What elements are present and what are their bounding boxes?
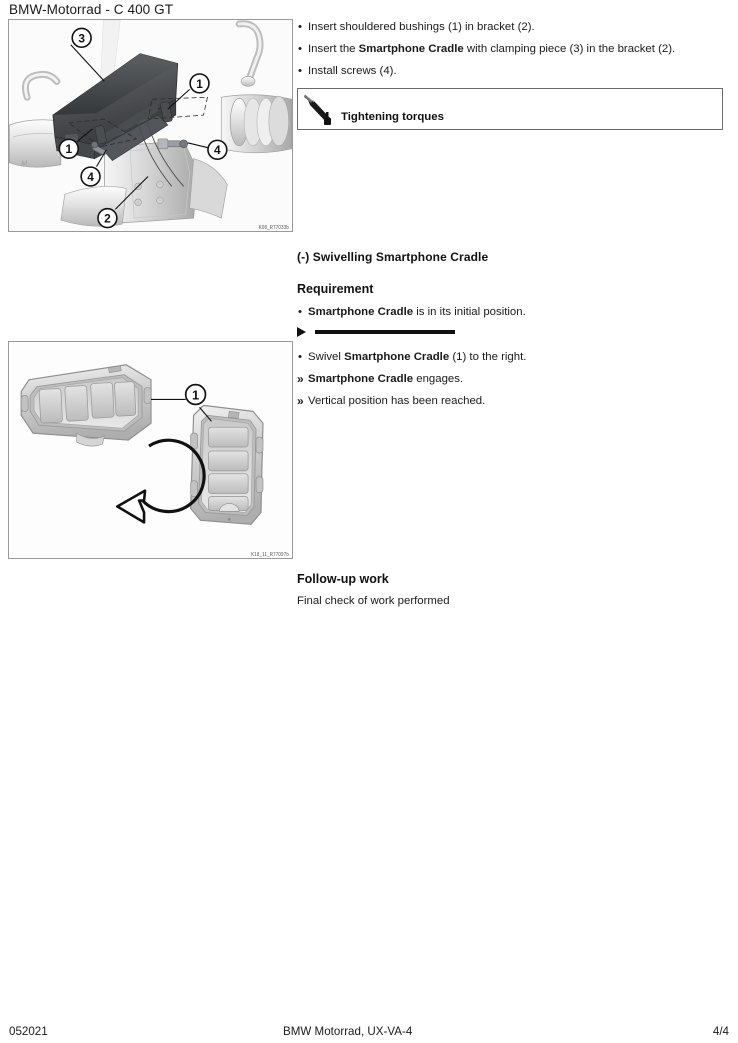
requirement-list bbox=[297, 305, 731, 320]
requirement-heading: Requirement bbox=[297, 282, 374, 296]
list-item-text: Insert shouldered bushings (1) in bracket (2). bbox=[308, 21, 535, 33]
list-item bbox=[297, 394, 731, 409]
svg-text:1: 1 bbox=[191, 387, 200, 403]
svg-text:4: 4 bbox=[214, 143, 221, 158]
figure-cradle-mounting bbox=[8, 19, 293, 232]
list-item bbox=[297, 42, 731, 57]
procedure-separator bbox=[297, 325, 731, 339]
list-item-text: Vertical position has been reached. bbox=[308, 395, 486, 407]
page-footer bbox=[0, 1025, 738, 1043]
list-item-text: (1) to the right. bbox=[449, 351, 527, 363]
followup-heading: Follow-up work bbox=[297, 572, 389, 586]
footer-page-number: 4/4 bbox=[712, 1025, 729, 1038]
swivel-steps-block bbox=[297, 350, 731, 416]
figure-cradle-mounting-illustration bbox=[9, 20, 292, 231]
bullet-icon: • bbox=[298, 351, 302, 363]
list-item-text: Smartphone Cradle bbox=[308, 306, 414, 318]
tightening-torques-label: Tightening torques bbox=[341, 111, 444, 123]
svg-text:3: 3 bbox=[78, 31, 85, 46]
svg-text:4: 4 bbox=[87, 169, 94, 184]
bullet-icon: • bbox=[298, 21, 302, 33]
figure-cradle-swivel bbox=[8, 341, 293, 559]
svg-text:1: 1 bbox=[65, 142, 73, 157]
footer-center-text: BMW Motorrad, UX-VA-4 bbox=[283, 1025, 413, 1038]
list-item bbox=[297, 305, 731, 320]
list-item bbox=[297, 372, 731, 387]
swivel-section-title: (-) Swivelling Smartphone Cradle bbox=[297, 250, 489, 264]
footer-date-code: 052021 bbox=[9, 1025, 48, 1038]
list-item bbox=[297, 20, 731, 35]
list-item-text: is in its initial position. bbox=[413, 306, 526, 318]
svg-text:M: M bbox=[21, 160, 28, 168]
figure-mounting-caption: K08_R77033b bbox=[258, 224, 289, 230]
double-arrow-icon: » bbox=[297, 393, 304, 408]
list-item-text: Smartphone Cradle bbox=[358, 43, 464, 55]
requirement-block bbox=[297, 305, 731, 327]
followup-block bbox=[297, 572, 731, 609]
list-item bbox=[297, 64, 731, 79]
install-steps-block bbox=[297, 20, 731, 86]
bullet-icon: • bbox=[298, 65, 302, 77]
play-triangle-icon bbox=[297, 327, 306, 337]
double-arrow-icon: » bbox=[297, 371, 304, 386]
list-item-text: engages. bbox=[413, 373, 464, 385]
install-steps-list bbox=[297, 20, 731, 79]
list-item-text: Swivel bbox=[308, 351, 345, 363]
swivel-section bbox=[297, 250, 731, 264]
list-item-text: Smartphone Cradle bbox=[308, 373, 414, 385]
svg-text:1: 1 bbox=[196, 76, 203, 91]
figure-swivel-caption: K18_11_R77097b bbox=[251, 551, 289, 557]
swivel-steps-list bbox=[297, 350, 731, 409]
list-item-text: Smartphone Cradle bbox=[344, 351, 450, 363]
list-item-text: with clamping piece (3) in the bracket (2). bbox=[463, 43, 676, 55]
list-item bbox=[297, 350, 731, 365]
requirement-heading-wrap bbox=[297, 282, 731, 296]
separator-bar bbox=[315, 330, 455, 334]
svg-text:2: 2 bbox=[104, 211, 111, 226]
list-item-text: Install screws (4). bbox=[308, 65, 397, 77]
tightening-torques-box bbox=[297, 88, 723, 130]
figure-cradle-swivel-illustration bbox=[9, 342, 292, 558]
bullet-icon: • bbox=[298, 306, 302, 318]
page-title: BMW-Motorrad - C 400 GT bbox=[9, 2, 174, 17]
followup-text: Final check of work performed bbox=[297, 595, 450, 607]
list-item-text: Insert the bbox=[308, 43, 359, 55]
torque-wrench-icon bbox=[302, 92, 346, 128]
bullet-icon: • bbox=[298, 43, 302, 55]
